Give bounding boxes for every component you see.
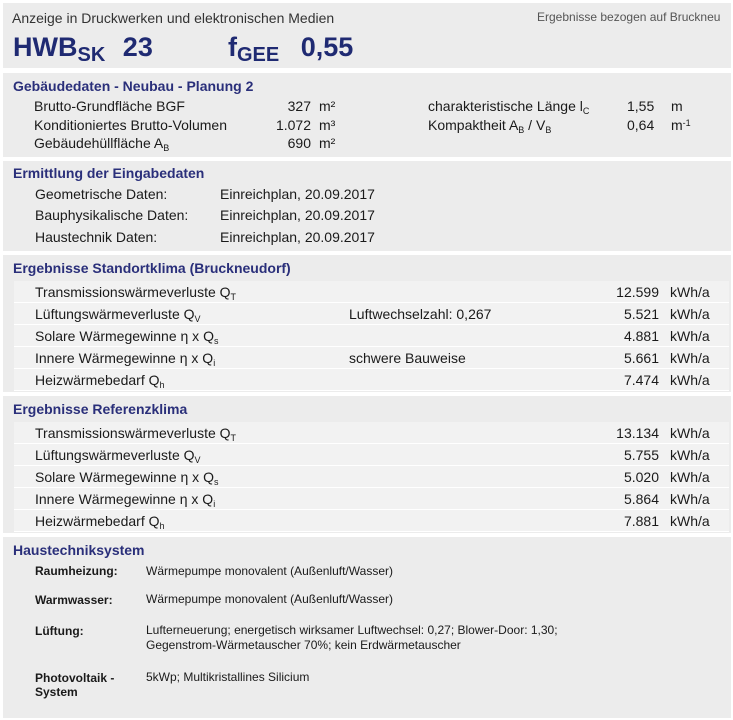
reference-climate-title: Ergebnisse Referenzklima xyxy=(13,401,188,417)
char-length-label: charakteristische Länge $l_C$ xyxy=(428,98,590,116)
volume-label: Konditioniertes Brutto-Volumen xyxy=(34,117,227,133)
hwb-value: 23 xyxy=(122,32,153,62)
site-ventilation-value: 5.521 xyxy=(623,306,659,322)
site-internal-unit: kWh/a xyxy=(670,350,710,366)
hwb-label: HWB xyxy=(13,32,78,62)
publication-note: Anzeige in Druckwerken und elektronischen Medien xyxy=(12,10,335,26)
site-ventilation-note: Luftwechselzahl: 0,267 xyxy=(349,306,492,322)
site-solar-label: Solare Wärmegewinne η x $Q_s$ xyxy=(35,328,219,346)
building-services-title: Haustechniksystem xyxy=(13,542,145,558)
geometric-label: Geometrische Daten: xyxy=(35,186,168,202)
site-transmission-value: 12.599 xyxy=(616,284,659,300)
volume-unit: m³ xyxy=(319,117,336,133)
compactness-label: Kompaktheit $A_B / V_B$ xyxy=(428,117,552,135)
ref-transmission-unit: kWh/a xyxy=(670,425,710,441)
ref-ventilation-unit: kWh/a xyxy=(670,447,710,463)
ventilation-value-line2: Gegenstrom-Wärmetauscher 70%; kein Erdwärmetauscher xyxy=(146,638,461,652)
room-heating-value: Wärmepumpe monovalent (Außenluft/Wasser) xyxy=(146,564,393,578)
site-transmission-label: Transmissionswärmeverluste $Q_T$ xyxy=(35,284,237,302)
site-internal-label: Innere Wärmegewinne η x $Q_i$ xyxy=(35,350,216,368)
site-climate-title: Ergebnisse Standortklima (Bruckneudorf) xyxy=(13,260,291,276)
site-heating-label: Heizwärmebedarf $Q_h$ xyxy=(35,372,165,390)
site-internal-note: schwere Bauweise xyxy=(349,350,466,366)
room-heating-label: Raumheizung: xyxy=(35,564,118,578)
envelope-label: Gebäudehüllfläche $A_B$ xyxy=(34,135,170,153)
physical-label: Bauphysikalische Daten: xyxy=(35,207,189,223)
technology-label: Haustechnik Daten: xyxy=(35,229,158,245)
fgee-label: f xyxy=(228,32,237,62)
site-ventilation-label: Lüftungswärmeverluste $Q_V$ xyxy=(35,306,201,324)
pv-value: 5kWp; Multikristallines Silicium xyxy=(146,670,310,684)
fgee-value: 0,55 xyxy=(300,32,354,62)
envelope-unit: m² xyxy=(319,135,336,151)
envelope-value: 690 xyxy=(287,135,311,151)
geometric-value: Einreichplan, 20.09.2017 xyxy=(220,186,375,202)
compactness-value: 0,64 xyxy=(627,117,655,133)
site-internal-value: 5.661 xyxy=(623,350,659,366)
ventilation-value-line1: Lufterneuerung; energetisch wirksamer Luftwechsel: 0,27; Blower-Door: 1,30; xyxy=(146,623,558,637)
site-transmission-unit: kWh/a xyxy=(670,284,710,300)
compactness-unit: $m^{-1}$ xyxy=(671,117,691,133)
pv-label-line1: Photovoltaik - xyxy=(35,671,115,685)
bgf-unit: m² xyxy=(319,98,336,114)
ref-ventilation-label: Lüftungswärmeverluste $Q_V$ xyxy=(35,447,201,465)
reference-note: Ergebnisse bezogen auf Bruckneu xyxy=(537,10,721,24)
hot-water-label: Warmwasser: xyxy=(35,593,113,607)
ref-transmission-label: Transmissionswärmeverluste $Q_T$ xyxy=(35,425,237,443)
pv-label-line2: System xyxy=(35,685,78,699)
ref-ventilation-value: 5.755 xyxy=(623,447,659,463)
site-heating-value: 7.474 xyxy=(623,372,659,388)
site-solar-value: 4.881 xyxy=(623,328,659,344)
ref-solar-value: 5.020 xyxy=(623,469,659,485)
building-data-title: Gebäudedaten - Neubau - Planung 2 xyxy=(13,78,254,94)
ref-internal-value: 5.864 xyxy=(623,491,659,507)
hwb-indicator xyxy=(13,32,153,67)
bgf-label: Brutto-Grundfläche BGF xyxy=(34,98,185,114)
physical-value: Einreichplan, 20.09.2017 xyxy=(220,207,375,223)
hot-water-value: Wärmepumpe monovalent (Außenluft/Wasser) xyxy=(146,592,393,606)
fgee-indicator xyxy=(228,32,353,67)
site-solar-unit: kWh/a xyxy=(670,328,710,344)
ref-heating-value: 7.881 xyxy=(623,513,659,529)
ref-heating-unit: kWh/a xyxy=(670,513,710,529)
char-length-value: 1,55 xyxy=(627,98,655,114)
technology-value: Einreichplan, 20.09.2017 xyxy=(220,229,375,245)
ref-solar-unit: kWh/a xyxy=(670,469,710,485)
ref-transmission-value: 13.134 xyxy=(616,425,659,441)
ref-internal-unit: kWh/a xyxy=(670,491,710,507)
ref-heating-label: Heizwärmebedarf $Q_h$ xyxy=(35,513,165,531)
fgee-sub: GEE xyxy=(237,44,280,66)
ref-solar-label: Solare Wärmegewinne η x $Q_s$ xyxy=(35,469,219,487)
bgf-value: 327 xyxy=(287,98,311,114)
char-length-unit: m xyxy=(671,98,683,114)
site-heating-unit: kWh/a xyxy=(670,372,710,388)
volume-value: 1.072 xyxy=(275,117,311,133)
ref-internal-label: Innere Wärmegewinne η x $Q_i$ xyxy=(35,491,216,509)
site-ventilation-unit: kWh/a xyxy=(670,306,710,322)
hwb-sub: SK xyxy=(77,44,106,66)
ventilation-label: Lüftung: xyxy=(35,624,84,638)
input-data-title: Ermittlung der Eingabedaten xyxy=(13,165,205,181)
